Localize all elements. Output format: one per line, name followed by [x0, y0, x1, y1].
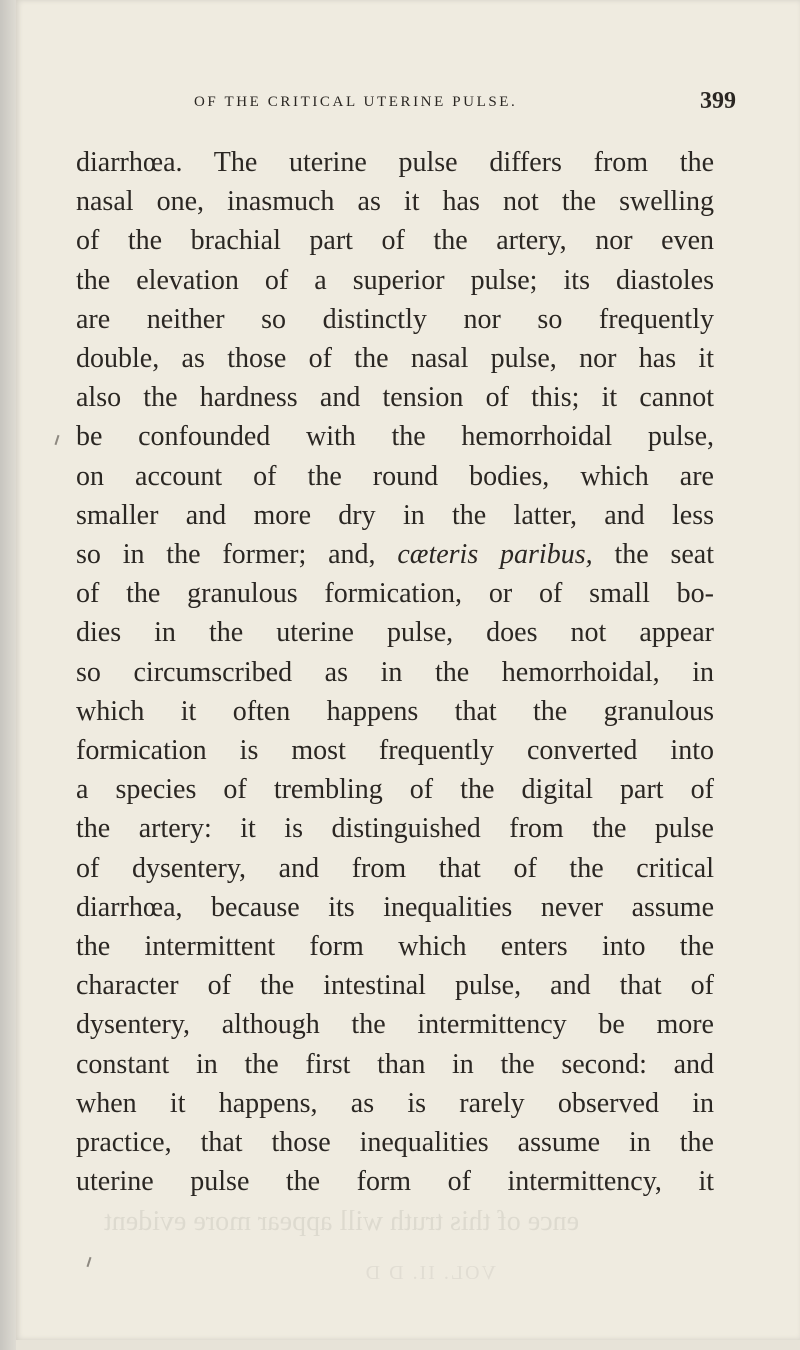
- text-line: dies in the uterine pulse, does not appear: [76, 617, 714, 649]
- text-line: a species of trembling of the digital part of: [76, 774, 714, 806]
- text-line: also the hardness and tension of this; it cannot: [76, 382, 714, 414]
- text-line: constant in the first than in the second: and: [76, 1048, 714, 1080]
- text-line: diarrhœa. The uterine pulse differs from the: [76, 147, 714, 178]
- text-line: are neither so distinctly nor so frequently: [76, 303, 714, 335]
- text-line: double, as those of the nasal pulse, nor has it: [76, 343, 714, 375]
- body-text: [76, 143, 714, 1201]
- text-line: of the brachial part of the artery, nor even: [76, 225, 714, 257]
- line-segment: the seat: [614, 539, 714, 571]
- binding-gutter: [0, 0, 16, 1350]
- book-page: [16, 0, 800, 1340]
- text-line: when it happens, as is rarely observed in: [76, 1087, 714, 1119]
- latin-phrase: cæteris paribus,: [397, 539, 593, 571]
- text-line: on account of the round bodies, which are: [76, 460, 714, 492]
- stray-ink-mark: [55, 435, 60, 445]
- show-through-signature: VOL. II. D D: [363, 1262, 496, 1284]
- text-line: so circumscribed as in the hemorrhoidal, in: [76, 656, 714, 688]
- text-line: be confounded with the hemorrhoidal pulse,: [76, 421, 714, 453]
- text-line: the artery: it is distinguished from the pulse: [76, 813, 714, 845]
- text-line-with-italic: [76, 535, 714, 574]
- stray-ink-mark: [87, 1257, 92, 1267]
- text-line: smaller and more dry in the latter, and less: [76, 499, 714, 531]
- text-line: the elevation of a superior pulse; its diastoles: [76, 264, 714, 296]
- text-line: which it often happens that the granulous: [76, 695, 714, 727]
- text-line: character of the intestinal pulse, and that of: [76, 970, 714, 1002]
- text-line: of dysentery, and from that of the critical: [76, 852, 714, 884]
- text-line: nasal one, inasmuch as it has not the swelling: [76, 186, 714, 218]
- text-line: practice, that those inequalities assume in the: [76, 1127, 714, 1159]
- text-line: formication is most frequently converted into: [76, 735, 714, 767]
- text-line: of the granulous formication, or of small bo-: [76, 578, 714, 610]
- running-head: [76, 90, 736, 120]
- text-line: dysentery, although the intermittency be more: [76, 1009, 714, 1041]
- text-line: the intermittent form which enters into the: [76, 931, 714, 963]
- text-line: uterine pulse the form of intermittency, it: [76, 1166, 714, 1198]
- show-through-text: ence of this truth will appear more evident: [104, 1206, 580, 1237]
- text-line: diarrhœa, because its inequalities never assume: [76, 891, 714, 923]
- line-segment: so in the former; and,: [76, 539, 376, 571]
- running-title: OF THE CRITICAL UTERINE PULSE.: [194, 94, 518, 110]
- page-number: 399: [700, 88, 736, 114]
